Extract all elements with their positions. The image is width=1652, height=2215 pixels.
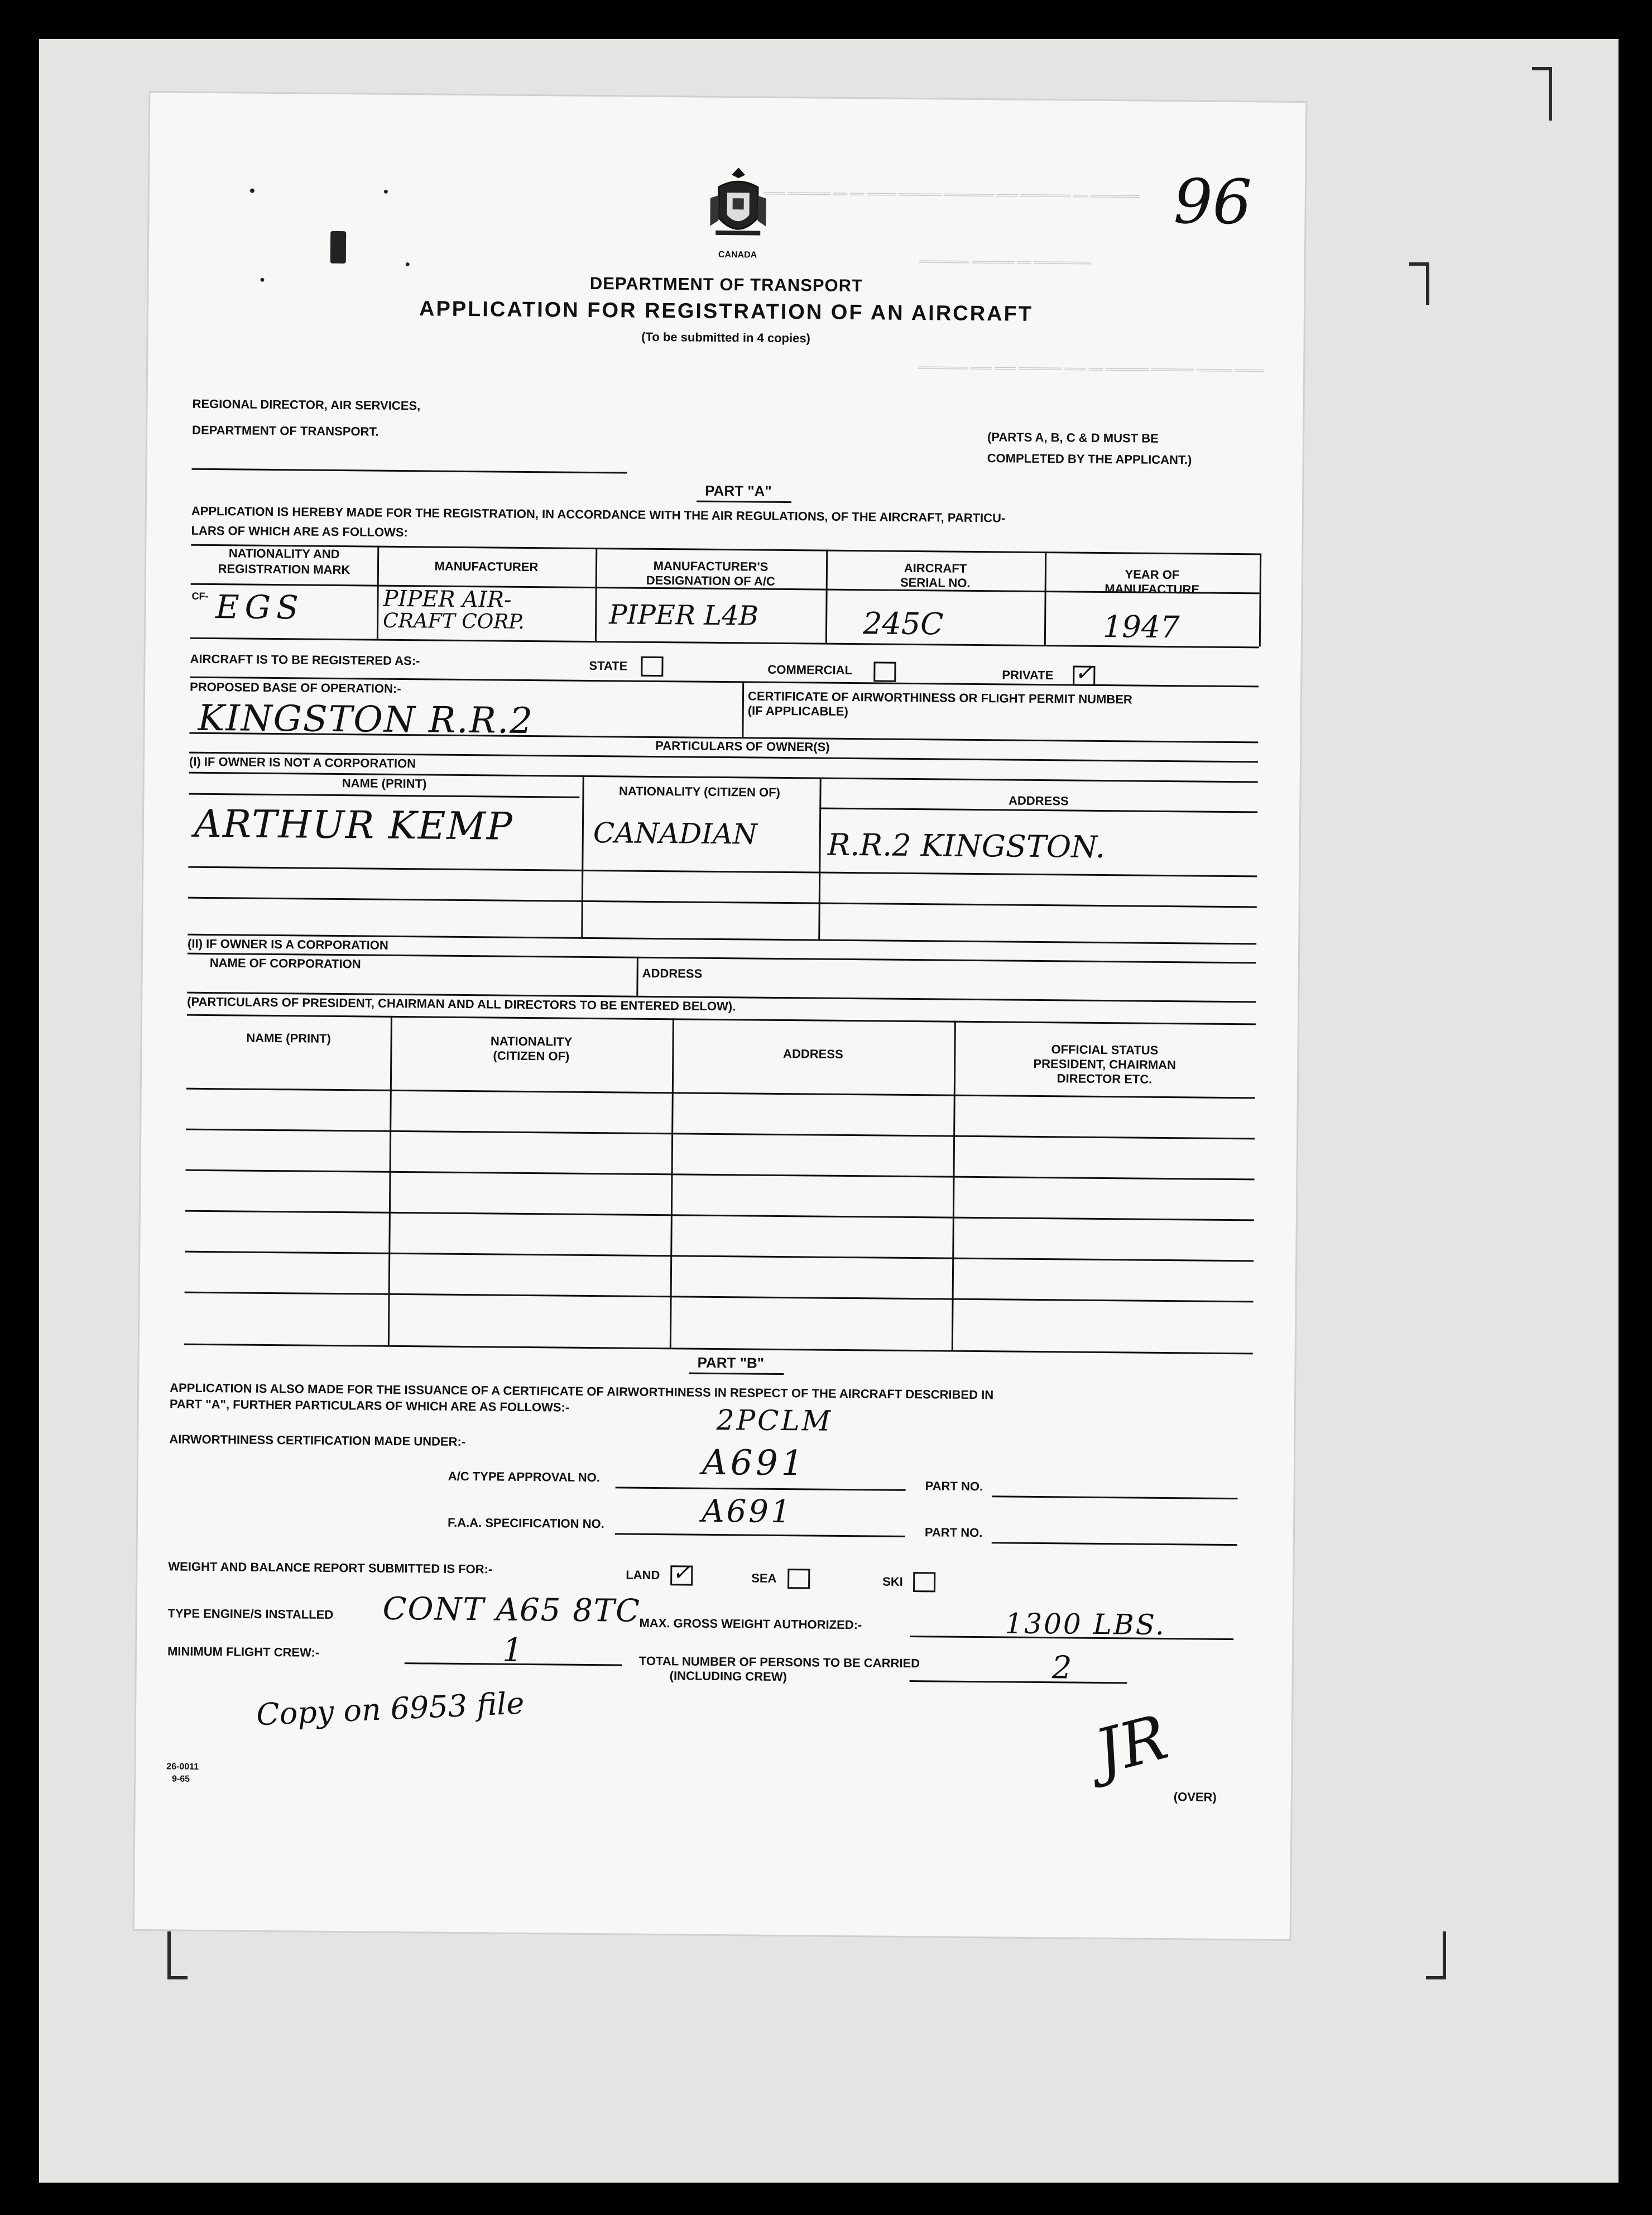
part-no-line-2 bbox=[992, 1542, 1237, 1546]
sea-label: SEA bbox=[751, 1571, 777, 1585]
director-status-header-2: PRESIDENT, CHAIRMAN bbox=[1033, 1056, 1176, 1072]
part-a-intro-1: APPLICATION IS HEREBY MADE FOR THE REGISTRATION, IN ACCORDANCE WITH THE AIR REGULATIONS, OF THE AIRCRAFT, PARTICU- bbox=[191, 504, 1006, 525]
min-crew-label: MINIMUM FLIGHT CREW:- bbox=[167, 1644, 320, 1660]
addressee-rule bbox=[192, 468, 627, 474]
owner-nationality-header: NATIONALITY (CITIZEN OF) bbox=[618, 784, 781, 799]
owners-heading: PARTICULARS OF OWNER(S) bbox=[655, 738, 830, 754]
certificate-label-1: CERTIFICATE OF AIRWORTHINESS OR FLIGHT PERMIT NUMBER bbox=[747, 689, 1133, 707]
part-b-heading: PART "B" bbox=[697, 1354, 765, 1372]
faa-spec-label: F.A.A. SPECIFICATION NO. bbox=[447, 1515, 604, 1531]
header-nationality-1: NATIONALITY AND bbox=[228, 546, 340, 562]
directors-row-rule bbox=[186, 1088, 1255, 1099]
directors-note: (PARTICULARS OF PRESIDENT, CHAIRMAN AND ALL DIRECTORS TO BE ENTERED BELOW). bbox=[187, 994, 736, 1014]
bleed-through-text: ═══════ ══════ ══ ════════ bbox=[919, 256, 1092, 269]
land-label: LAND bbox=[626, 1567, 660, 1583]
crest-label: CANADA bbox=[718, 250, 757, 260]
ink-dot bbox=[250, 189, 254, 193]
commercial-label: COMMERCIAL bbox=[767, 662, 853, 678]
persons-label-1: TOTAL NUMBER OF PERSONS TO BE CARRIED bbox=[638, 1653, 920, 1671]
serial-value[interactable]: 245C bbox=[862, 606, 944, 642]
owners-row-rule bbox=[188, 866, 1257, 878]
individual-owner-label: (I) IF OWNER IS NOT A CORPORATION bbox=[189, 754, 416, 771]
type-approval-line bbox=[616, 1487, 906, 1491]
director-status-header-1: OFFICIAL STATUS bbox=[1051, 1042, 1159, 1057]
ink-dot bbox=[406, 262, 410, 266]
part-b-intro-1: APPLICATION IS ALSO MADE FOR THE ISSUANCE OF A CERTIFICATE OF AIRWORTHINESS IN RESPECT OF THE AIRCRAFT DESCRIBED IN bbox=[170, 1380, 994, 1402]
addressee-line-2: DEPARTMENT OF TRANSPORT. bbox=[192, 423, 379, 439]
year-value[interactable]: 1947 bbox=[1102, 608, 1180, 645]
part-no-label-2: PART NO. bbox=[924, 1525, 983, 1540]
director-address-header: ADDRESS bbox=[783, 1046, 843, 1061]
corporation-owner-label: (II) IF OWNER IS A CORPORATION bbox=[187, 936, 388, 952]
directors-row-rule bbox=[186, 1129, 1255, 1140]
faa-spec-line bbox=[615, 1533, 905, 1537]
directors-row-rule bbox=[186, 1169, 1255, 1181]
bleed-through-text: ═══════ ═══ ═══ ══════ ═══ ══ ══════ ══════ ═════ ════ bbox=[918, 362, 1264, 376]
weight-balance-label: WEIGHT AND BALANCE REPORT SUBMITTED IS FOR:- bbox=[168, 1559, 493, 1576]
persons-line bbox=[910, 1680, 1127, 1684]
directors-table-divider bbox=[388, 1016, 392, 1345]
addressee-line-1: REGIONAL DIRECTOR, AIR SERVICES, bbox=[192, 396, 421, 413]
director-name-header: NAME (PRINT) bbox=[246, 1030, 331, 1046]
director-status-header-3: DIRECTOR ETC. bbox=[1056, 1071, 1152, 1086]
persons-value[interactable]: 2 bbox=[1051, 1650, 1072, 1686]
header-designation-2: DESIGNATION OF A/C bbox=[646, 573, 775, 588]
initials-signature: JR bbox=[1088, 1701, 1175, 1789]
part-b-intro-2: PART "A", FURTHER PARTICULARS OF WHICH ARE AS FOLLOWS:- bbox=[169, 1397, 570, 1415]
form-title: APPLICATION FOR REGISTRATION OF AN AIRCRAFT bbox=[419, 297, 1034, 326]
parts-note-2: COMPLETED BY THE APPLICANT.) bbox=[987, 451, 1192, 467]
header-year-2: MANUFACTURE bbox=[1104, 581, 1200, 597]
corner-mark-top-right bbox=[1532, 67, 1552, 121]
part-a-heading-underline bbox=[697, 501, 791, 503]
owner-address-header: ADDRESS bbox=[1008, 793, 1069, 808]
director-nationality-header-2: (CITIZEN OF) bbox=[493, 1048, 570, 1063]
directors-table-divider bbox=[952, 1021, 956, 1350]
base-of-operation-label: PROPOSED BASE OF OPERATION:- bbox=[190, 679, 401, 696]
owners-table-divider bbox=[818, 778, 822, 939]
designation-value[interactable]: PIPER L4B bbox=[609, 599, 759, 632]
owners-header-rule bbox=[189, 793, 579, 798]
type-approval-label: A/C TYPE APPROVAL NO. bbox=[448, 1469, 601, 1485]
land-check-mark: ✓ bbox=[672, 1560, 691, 1586]
directors-row-rule bbox=[185, 1292, 1254, 1303]
directors-row-rule bbox=[185, 1210, 1254, 1221]
directors-table-divider bbox=[670, 1018, 674, 1348]
parts-note-1: (PARTS A, B, C & D MUST BE bbox=[987, 430, 1159, 445]
owner-name-header: NAME (PRINT) bbox=[342, 776, 427, 791]
engine-label: TYPE ENGINE/S INSTALLED bbox=[167, 1606, 334, 1622]
private-check-mark: ✓ bbox=[1074, 660, 1094, 686]
staple-mark bbox=[330, 231, 347, 263]
certification-value[interactable]: 2PCLM bbox=[716, 1403, 833, 1437]
min-crew-value[interactable]: 1 bbox=[502, 1631, 524, 1669]
aircraft-table-divider bbox=[1259, 553, 1261, 646]
certificate-label-2: (IF APPLICABLE) bbox=[747, 703, 848, 718]
owner-nationality-value[interactable]: CANADIAN bbox=[593, 817, 758, 851]
part-b-heading-underline bbox=[689, 1373, 784, 1375]
corner-mark-bottom-left bbox=[167, 1931, 188, 1979]
max-weight-label: MAX. GROSS WEIGHT AUTHORIZED:- bbox=[639, 1615, 862, 1632]
application-form bbox=[135, 93, 1306, 1939]
header-designation-1: MANUFACTURER'S bbox=[653, 558, 769, 574]
base-row-divider bbox=[742, 681, 744, 737]
part-a-intro-2: LARS OF WHICH ARE AS FOLLOWS: bbox=[191, 523, 408, 540]
certification-label: AIRWORTHINESS CERTIFICATION MADE UNDER:- bbox=[169, 1432, 466, 1449]
part-a-heading: PART "A" bbox=[705, 482, 772, 500]
part-no-label: PART NO. bbox=[925, 1479, 983, 1494]
form-subtitle: (To be submitted in 4 copies) bbox=[641, 329, 811, 346]
director-nationality-header-1: NATIONALITY bbox=[490, 1034, 573, 1049]
engine-value[interactable]: CONT A65 8TC bbox=[382, 1590, 641, 1629]
canada-crest-icon bbox=[704, 165, 772, 249]
corporation-name-label: NAME OF CORPORATION bbox=[209, 956, 361, 971]
aircraft-table-bottom bbox=[190, 637, 1259, 649]
header-serial-2: SERIAL NO. bbox=[900, 575, 971, 590]
owners-table-divider bbox=[581, 775, 584, 937]
owner-name-value[interactable]: ARTHUR KEMP bbox=[194, 802, 514, 849]
registered-as-label: AIRCRAFT IS TO BE REGISTERED AS:- bbox=[190, 651, 420, 668]
owners-row-rule bbox=[188, 897, 1257, 908]
corporation-divider bbox=[636, 957, 638, 996]
sea-checkbox[interactable] bbox=[787, 1569, 810, 1589]
ski-checkbox[interactable] bbox=[913, 1572, 935, 1592]
page-number-note: 96 bbox=[1173, 166, 1252, 238]
copy-on-file-note: Copy on 6953 file bbox=[255, 1685, 525, 1733]
department-title: DEPARTMENT OF TRANSPORT bbox=[589, 273, 863, 296]
ink-dot bbox=[384, 190, 388, 194]
max-weight-value[interactable]: 1300 LBS. bbox=[1005, 1607, 1166, 1642]
registration-prefix: CF- bbox=[191, 590, 209, 602]
header-manufacturer: MANUFACTURER bbox=[434, 559, 539, 574]
corner-mark-right-mid bbox=[1409, 262, 1429, 305]
form-number-2: 9-65 bbox=[171, 1774, 190, 1784]
state-label: STATE bbox=[589, 658, 628, 673]
header-nationality-2: REGISTRATION MARK bbox=[218, 562, 350, 577]
ski-label: SKI bbox=[882, 1574, 903, 1589]
faa-spec-value[interactable]: A691 bbox=[701, 1493, 793, 1531]
type-approval-value[interactable]: A691 bbox=[702, 1441, 807, 1484]
over-note: (OVER) bbox=[1173, 1790, 1217, 1804]
registration-mark-value[interactable]: EGS bbox=[215, 588, 305, 627]
part-no-line bbox=[992, 1495, 1237, 1499]
state-checkbox[interactable] bbox=[641, 656, 663, 677]
base-of-operation-value[interactable]: KINGSTON R.R.2 bbox=[198, 697, 534, 742]
commercial-checkbox[interactable] bbox=[873, 661, 896, 682]
header-year-1: YEAR OF bbox=[1125, 567, 1180, 582]
directors-table-bottom bbox=[184, 1344, 1253, 1355]
owner-address-value[interactable]: R.R.2 KINGSTON. bbox=[827, 827, 1106, 865]
header-serial-1: AIRCRAFT bbox=[904, 560, 967, 576]
directors-table-top bbox=[187, 1014, 1256, 1025]
form-number-1: 26-0011 bbox=[166, 1762, 199, 1772]
manufacturer-value-1[interactable]: PIPER AIR- bbox=[383, 586, 512, 613]
corner-mark-bottom-right bbox=[1426, 1931, 1446, 1979]
persons-label-2: (INCLUDING CREW) bbox=[669, 1669, 787, 1684]
directors-row-rule bbox=[185, 1251, 1254, 1262]
bleed-through-text: ═══ ══════ ══ ══ ════ ══════ ═══════ ═══ ═══════ ══ ═══════ bbox=[763, 187, 1140, 202]
corporation-address-label: ADDRESS bbox=[642, 966, 703, 981]
private-label: PRIVATE bbox=[1002, 668, 1054, 683]
manufacturer-value-2[interactable]: CRAFT CORP. bbox=[382, 609, 525, 634]
